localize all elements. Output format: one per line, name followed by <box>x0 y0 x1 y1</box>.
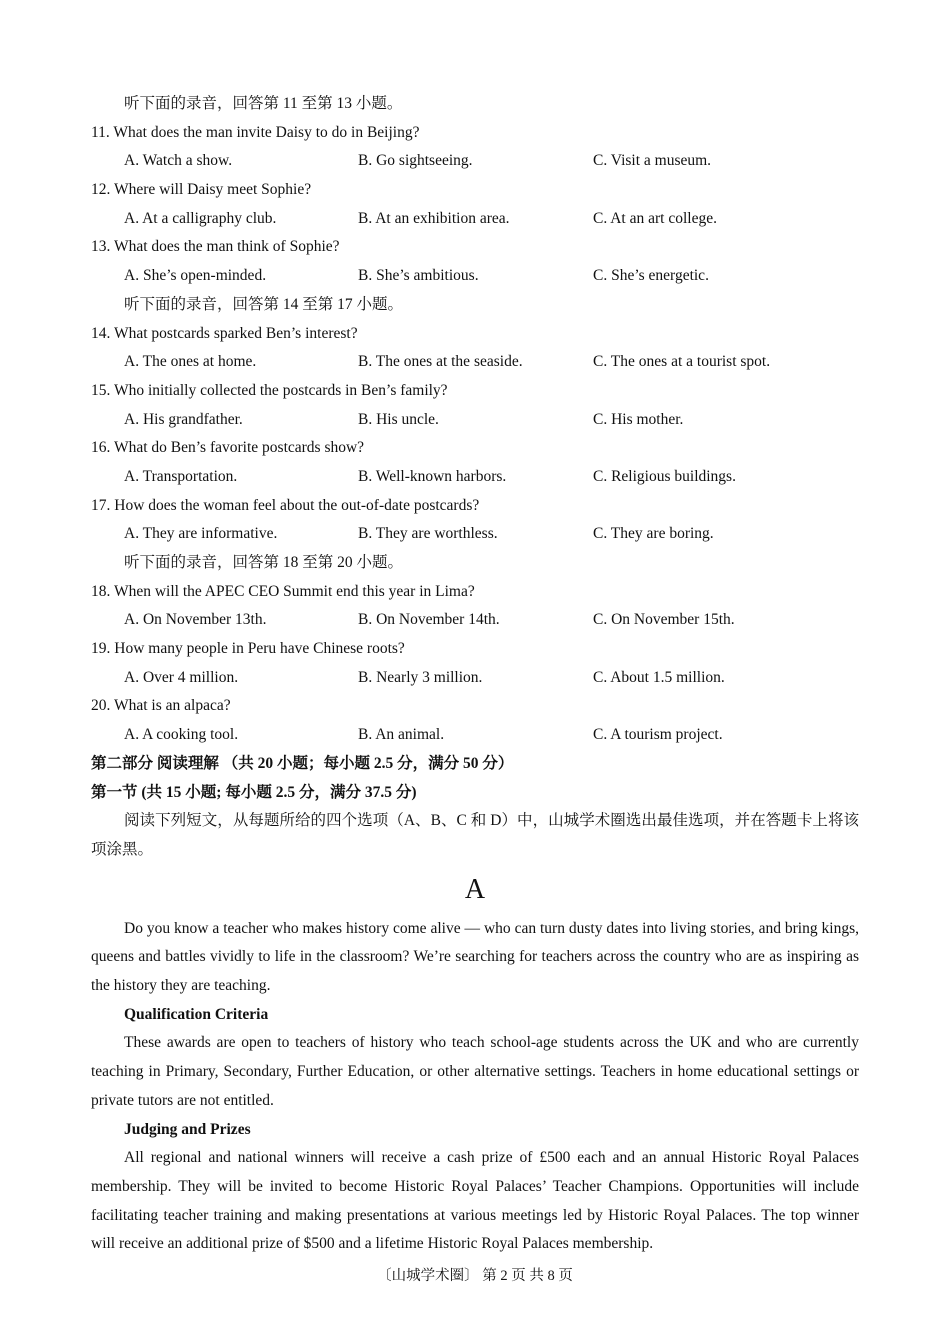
options-14 <box>91 348 859 377</box>
question-11: 11. What does the man invite Daisy to do in Beijing? <box>91 123 420 141</box>
question-19: 19. How many people in Peru have Chinese roots? <box>91 640 405 658</box>
option-a: A. The ones at home. <box>124 353 257 371</box>
option-c: C. On November 15th. <box>593 611 735 629</box>
question-13: 13. What does the man think of Sophie? <box>91 238 340 256</box>
options-16 <box>91 463 859 492</box>
listening-intro: 听下面的录音，回答第 11 至第 13 小题。 <box>124 95 403 112</box>
passage-paragraph: These awards are open to teachers of history who teach school-age students across the UK and who are currently teaching in Primary, Secondary, Further Education, or other alternative settings. Teachers in home educational settings or private tutors are not entitled. <box>91 1034 859 1109</box>
question-15: 15. Who initially collected the postcards in Ben’s family? <box>91 381 448 399</box>
option-b: B. At an exhibition area. <box>358 209 510 227</box>
option-c: C. His mother. <box>593 410 684 428</box>
option-c: C. They are boring. <box>593 525 714 543</box>
option-a: A. Transportation. <box>124 467 238 485</box>
question-18: 18. When will the APEC CEO Summit end this year in Lima? <box>91 582 475 600</box>
listening-intro: 听下面的录音，回答第 14 至第 17 小题。 <box>124 295 404 313</box>
options-15 <box>91 406 859 435</box>
option-b: B. On November 14th. <box>358 611 500 629</box>
options-17 <box>91 520 859 549</box>
option-b: B. Go sightseeing. <box>358 152 473 170</box>
option-c: C. Religious buildings. <box>593 467 736 485</box>
passage-label: A <box>464 873 486 905</box>
question-12: 12. Where will Daisy meet Sophie? <box>91 181 312 199</box>
option-a: A. On November 13th. <box>124 611 267 629</box>
listening-intro: 听下面的录音，回答第 18 至第 20 小题。 <box>124 554 404 571</box>
exam-page <box>91 90 859 1259</box>
option-a: A. A cooking tool. <box>124 726 239 744</box>
options-20 <box>91 721 859 750</box>
question-14: 14. What postcards sparked Ben’s interest? <box>91 324 358 342</box>
options-11 <box>91 147 859 176</box>
option-b: B. An animal. <box>358 726 445 744</box>
option-a: A. At a calligraphy club. <box>124 209 277 227</box>
question-16: 16. What do Ben’s favorite postcards show? <box>91 439 365 457</box>
option-c: C. She’s energetic. <box>593 267 709 285</box>
option-a: A. They are informative. <box>124 525 278 543</box>
option-b: B. His uncle. <box>358 410 439 428</box>
option-c: C. The ones at a tourist spot. <box>593 353 771 371</box>
option-c: C. About 1.5 million. <box>593 668 725 686</box>
section-title: 第一节 (共 15 小题; 每小题 2.5 分，满分 37.5 分) <box>91 783 417 801</box>
option-a: A. She’s open-minded. <box>124 267 267 285</box>
option-c: C. At an art college. <box>593 209 717 227</box>
option-b: B. Well-known harbors. <box>358 467 507 485</box>
page-footer: 〔山城学术圈〕 第 2 页 共 8 页 <box>377 1268 573 1284</box>
part-title: 第二部分 阅读理解 （共 20 小题；每小题 2.5 分，满分 50 分） <box>91 754 514 772</box>
options-18 <box>91 606 859 635</box>
option-c: C. A tourism project. <box>593 726 723 744</box>
question-20: 20. What is an alpaca? <box>91 697 231 715</box>
option-b: B. She’s ambitious. <box>358 267 479 285</box>
passage-paragraph: Do you know a teacher who makes history come alive — who can turn dusty dates into living stories, and bring kings, queens and battles vividly to life in the classroom? We’re searching for teachers across the country who are as inspiring as the history they are teaching. <box>91 919 859 994</box>
option-b: B. The ones at the seaside. <box>358 353 523 371</box>
option-a: A. Watch a show. <box>124 152 233 170</box>
option-a: A. His grandfather. <box>124 410 243 428</box>
reading-instructions: 阅读下列短文，从每题所给的四个选项（A、B、C 和 D）中，山城学术圈选出最佳选项，并在答题卡上将该项涂黑。 <box>91 812 859 858</box>
option-a: A. Over 4 million. <box>124 668 239 686</box>
section-heading: Judging and Prizes <box>124 1120 251 1138</box>
option-b: B. They are worthless. <box>358 525 498 543</box>
question-17: 17. How does the woman feel about the out-of-date postcards? <box>91 496 480 514</box>
options-13 <box>91 262 859 291</box>
options-12 <box>91 205 859 234</box>
passage-paragraph: All regional and national winners will receive a cash prize of £500 each and an annual Historic Royal Palaces membership. They will be invited to become Historic Royal Palaces’ Teacher Champions. Opportunities will include facilitating teacher training and making presentations at various meetings led by Historic Royal Palaces. The top winner will receive an additional prize of $500 and a lifetime Historic Royal Palaces membership. <box>91 1149 859 1253</box>
options-19 <box>91 664 859 693</box>
section-heading: Qualification Criteria <box>124 1005 269 1023</box>
option-c: C. Visit a museum. <box>593 152 712 170</box>
option-b: B. Nearly 3 million. <box>358 668 483 686</box>
